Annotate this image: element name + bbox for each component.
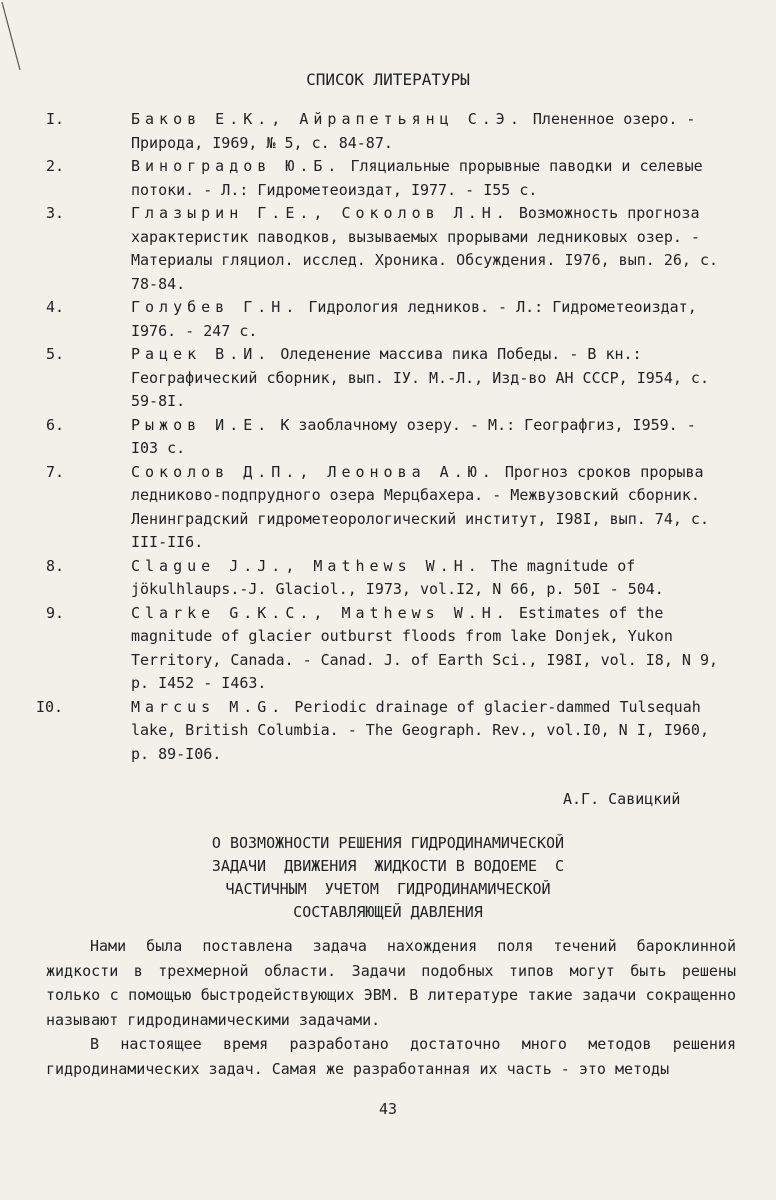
article-author: А.Г. Савицкий [563, 790, 681, 808]
page-corner-mark [0, 0, 40, 80]
reference-author: Баков Е.К., Айрапетьянц С.Э. [131, 110, 524, 128]
reference-number: 7. [46, 462, 65, 481]
title-line: О ВОЗМОЖНОСТИ РЕШЕНИЯ ГИДРОДИНАМИЧЕСКОЙ [211, 834, 565, 852]
reference-number: 4. [46, 298, 65, 316]
article-body [46, 934, 736, 1081]
reference-author: Clarke G.K.C., Mathews W.H. [131, 603, 510, 622]
body-paragraph: В настоящее время разработано достаточно много методов решения гидродинамических задач. Самая же разработанная их часть - это методы [46, 1035, 736, 1078]
reference-text: The magnitude of jökulhlaups.-J. Glaciol., I973, vol.I2, N 66, p. 50I - 504. [131, 556, 664, 598]
page-number: 43 [378, 1100, 398, 1118]
title-line: СОСТАВЛЯЮЩЕЙ ДАВЛЕНИЯ [293, 903, 483, 921]
reference-author: Голубев Г.Н. [131, 298, 300, 316]
reference-item [0, 343, 776, 414]
reference-number: I. [46, 110, 65, 128]
reference-number: 3. [46, 204, 65, 222]
reference-author: Рацек В.И. [131, 345, 272, 363]
reference-text: Прогноз сроков прорыва ледниково-подпрудного озера Мерцбахера. - Межвузовский сборник. Ленинградский гидрометеорологический институт, I98I, вып. 74, с. III-II6. [131, 462, 718, 551]
reference-number: I0. [36, 697, 64, 716]
body-paragraph: Нами была поставлена задача нахождения поля течений бароклинной жидкости в трехмерной области. Задачи подобных типов могут быть решены только с помощью быстродействующих ЭВМ. В литературе такие задачи сокращенно называют гидродинамическими задачами. [46, 937, 736, 1029]
reference-author: Clague J.J., Mathews W.H. [131, 556, 482, 575]
reference-item [0, 202, 776, 296]
reference-text: Гидрология ледников. - Л.: Гидрометеоиздат, I976. - 247 с. [131, 298, 706, 340]
reference-text: Гляциальные прорывные паводки и селевые потоки. - Л.: Гидрометеоиздат, I977. - I55 с. [131, 157, 712, 199]
title-line: ЗАДАЧИ ДВИЖЕНИЯ ЖИДКОСТИ В ВОДОЕМЕ С [211, 857, 565, 875]
references-heading: СПИСОК ЛИТЕРАТУРЫ [306, 70, 470, 89]
reference-list [0, 108, 776, 766]
reference-number: 9. [46, 603, 65, 622]
reference-item [0, 696, 776, 767]
reference-text: Плененное озеро. - Природа, I969, № 5, с. 84-87. [131, 110, 705, 152]
reference-text: Возможность прогноза характеристик паводков, вызываемых прорывами ледниковых озер. - Материалы гляциол. исслед. Хроника. Обсуждения. I976, вып. 26, с. 78-84. [131, 204, 728, 293]
reference-author: Виноградов Ю.Б. [131, 157, 342, 175]
reference-author: Соколов Д.П., Леонова А.Ю. [131, 462, 496, 481]
reference-author: Marcus M.G. [131, 697, 286, 716]
reference-author: Глазырин Г.Е., Соколов Л.Н. [131, 204, 510, 222]
reference-author: Рыжов И.Е. [131, 415, 272, 434]
reference-text: Оледенение массива пика Победы. - В кн.: Географический сборник, вып. IУ. М.-Л., Изд-во АН СССР, I954, с. 59-8I. [131, 345, 718, 410]
reference-item [0, 555, 776, 602]
reference-item [0, 155, 776, 202]
reference-number: 2. [46, 157, 65, 175]
reference-item [0, 602, 776, 696]
title-line: ЧАСТИЧНЫМ УЧЕТОМ ГИДРОДИНАМИЧЕСКОЙ [225, 880, 551, 898]
reference-item [0, 461, 776, 555]
reference-item [0, 414, 776, 461]
reference-text: К заоблачному озеру. - М.: Географгиз, I959. - I03 с. [131, 415, 705, 457]
article-title [0, 832, 776, 924]
reference-number: 5. [46, 345, 65, 363]
reference-item [0, 296, 776, 343]
reference-item [0, 108, 776, 155]
reference-text: Periodic drainage of glacier-dammed Tulsequah lake, British Columbia. - The Geograph. Rev., vol.I0, N I, I960, p. 89-I06. [131, 697, 718, 763]
reference-number: 6. [46, 415, 65, 434]
reference-number: 8. [46, 556, 65, 575]
reference-text: Estimates of the magnitude of glacier outburst floods from lake Donjek, Yukon Territory, Canada. - Canad. J. of Earth Sci., I98I, vol. I8, N 9, p. I452 - I463. [131, 603, 728, 692]
